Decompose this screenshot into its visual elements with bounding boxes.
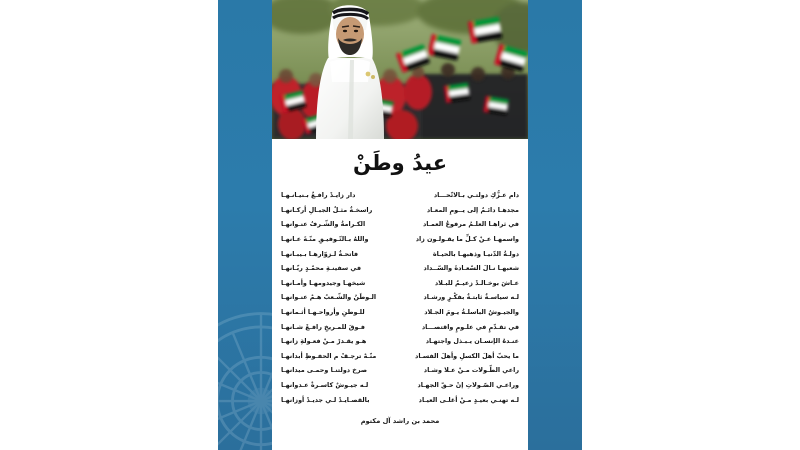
poem-line: دولـةُ الدّنيـا وذهبهـا بالحيـاة	[432, 249, 519, 258]
poem-line: شيخهـا وجيدومهـا وأمـانهـا	[281, 278, 366, 287]
poem-line: عنـدهُ الإنسـان يـبـذل واجتهـاد	[425, 337, 519, 346]
poem-line: شعبهـا نـالَ السّعـادةَ والسّــداد	[423, 264, 519, 273]
poem-line: صرخ دولتنـا وحمـى ميدانهـا	[281, 366, 368, 375]
sheikh-photo	[272, 0, 528, 139]
page-title: عيدُ وطَنْ	[352, 151, 448, 175]
poem-line: الـوطَنُ والشّـعبُ هـمْ عنـوانهـا	[281, 293, 377, 302]
author-signature: محمد بن راشد آل مكتوم	[360, 417, 440, 426]
poem-line: والجيـوشُ الباسلـةُ يـومَ الجـلاد	[424, 308, 519, 317]
poem-line: مجدهـا دائـمٌ إلى يــومِ المعـاد	[426, 205, 519, 214]
poem-line: لـه جيـوشٌ كاسـرةْ عـدوانهـا	[281, 381, 369, 389]
poem-line: فاتحـةٌ لـزوّارهـا بـيبـانهـا	[281, 249, 359, 258]
poem-line: في تقـدّمٍ في علـومٍ واقتصـــاد	[421, 322, 519, 331]
poem-line: بالقصـايـدْ لـي جديـدْ أوزانهـا	[281, 395, 370, 404]
poem-line: عـاشَ بوخـالـدْ زعيـمٌ للبـلاد	[434, 278, 519, 287]
poem-line: في ثراهـا العلـمُ مرفوعُ العمـاد	[423, 220, 519, 229]
poem-body	[272, 188, 528, 407]
poem-line: واسمهـا عـنْ كـلِّ ما يقـولـون زاد	[415, 235, 519, 244]
poem-line: للـوطنِ وأرواحـهـا أثـمانهـا	[281, 308, 365, 317]
poem-line: هـو يقـدرْ مـنْ فعـولةِ زانهـا	[281, 337, 367, 346]
poem-line: دام عـزُّكِ دولتـي بـالاتّحـــاد	[433, 191, 519, 200]
poem-line: في سفينـةِ محمّـدٍ ربّـانهـا	[281, 264, 362, 273]
poem-line: منّـهْ ترجـفْ م الحفـوظِ أبدانهـا	[281, 351, 377, 360]
poem-column-right	[403, 188, 519, 407]
poem-line: لـه تهنـي بعيـدٍ مـنْ أغلـى العيـاد	[418, 395, 519, 404]
poem-line: الكـرامةُ والشّـرفُ عنـوانهـا	[281, 220, 366, 229]
poem-line: راسخـةٌ مثـلُ الجبـالِ أركـانهـا	[281, 205, 373, 214]
poem-line: راعي الطّـولات مـنْ عـلا وشـاد	[423, 366, 519, 375]
poem-line: وراعـي الصّـولاتِ إنْ حـقّ الجهـاد	[417, 381, 519, 389]
poem-line: فـوقَ للمـريخِ رافـعْ شـانهـا	[281, 322, 365, 331]
poem-line: دار زايـدْ رافـعٌ بـنيـانـهـا	[281, 191, 356, 200]
poem-card	[272, 139, 528, 450]
poem-line: لـه سياسـةٌ ثابتـةٌ بفكْـرٍ ورشـاد	[423, 293, 519, 302]
poem-line: ما يحبّ أهلَ الكسلِ وأهلَ الفسـاد	[415, 351, 519, 360]
poem-line: واللهُ بـالتّـوفيـقِ منّـةَ عـانهـا	[281, 235, 369, 244]
poem-column-left	[281, 188, 397, 407]
